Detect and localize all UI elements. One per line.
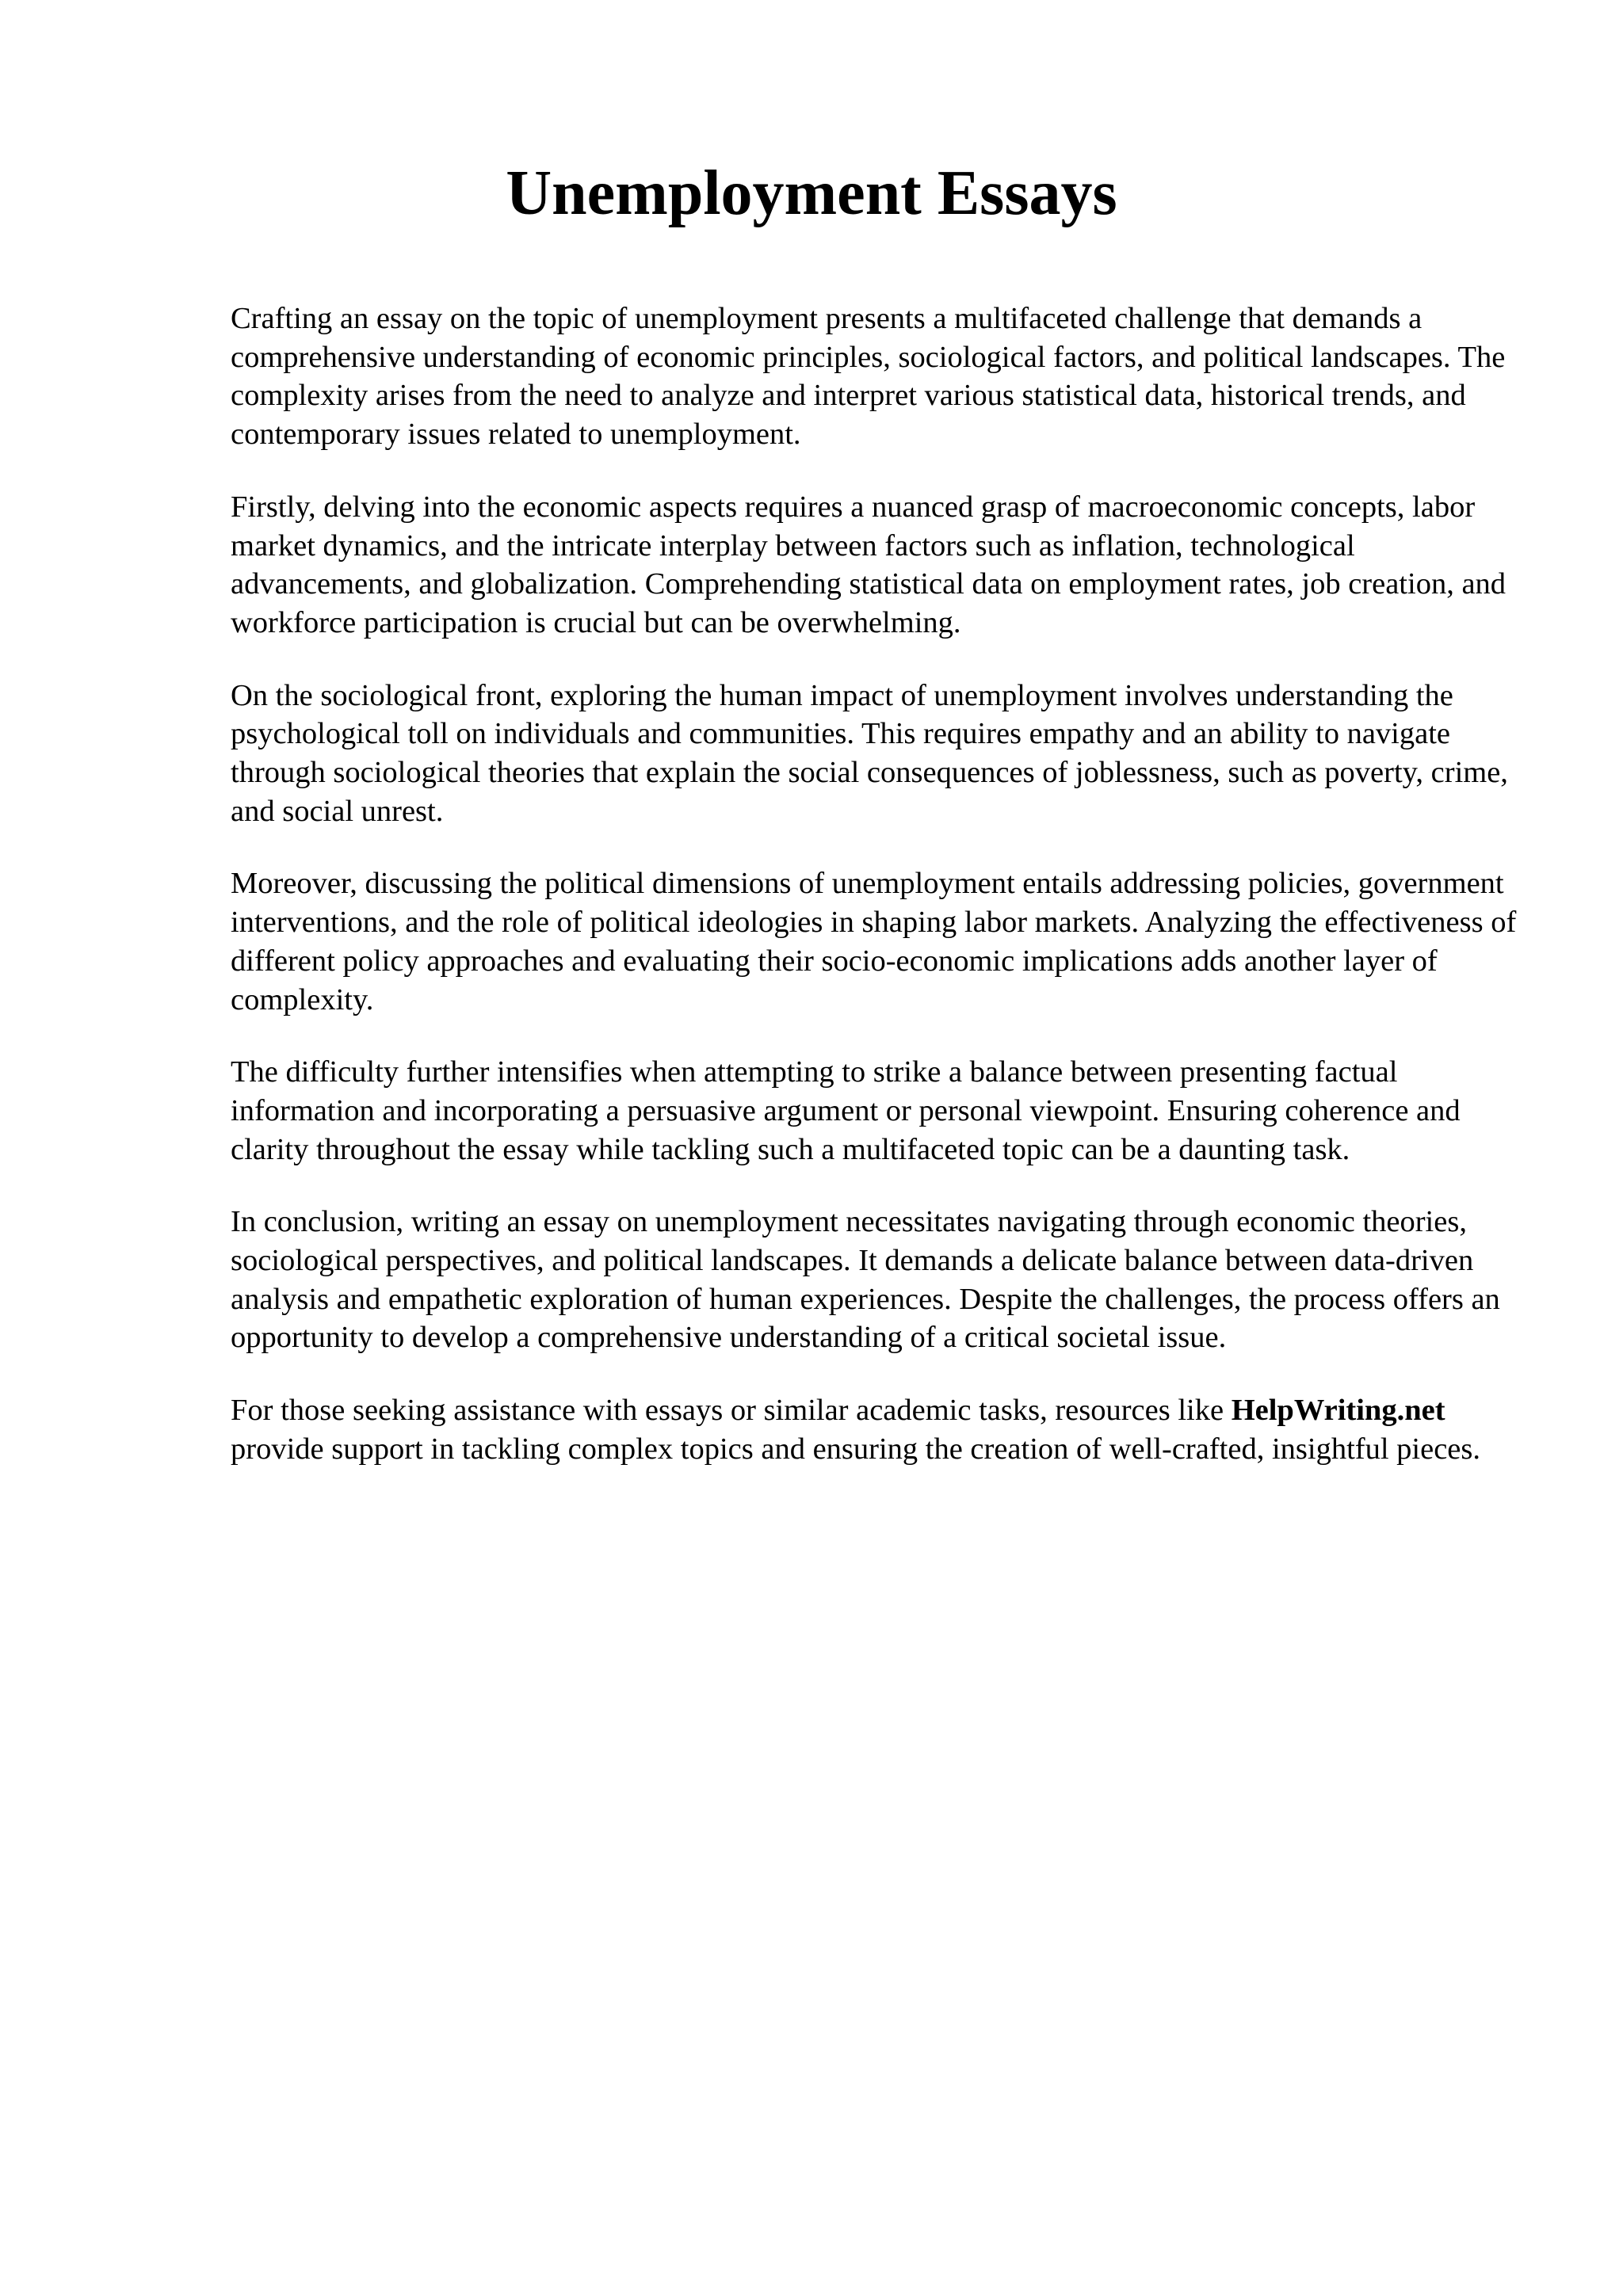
paragraph-difficulty: The difficulty further intensifies when attempting to strike a balance between presenting factual information and incorporating a persuasive argument or personal viewpoint. Ensuring coherence and clarity throughout the essay while tackling such a multifaceted topic can be a daunting task. [231,1055,1461,1166]
brand-name: HelpWriting.net [1231,1394,1445,1428]
closing-text-before: For those seeking assistance with essays or similar academic tasks, resources like [231,1394,1232,1428]
paragraph-economic: Firstly, delving into the economic aspects requires a nuanced grasp of macroeconomic concepts, labor market dynamics, and the intricate interplay between factors such as inflation, technological advancements, and globalization. Comprehending statistical data on employment rates, job creation, and workforce participation is crucial but can be overwhelming. [231,490,1507,639]
document-title: Unemployment Essays [506,158,1117,228]
paragraph-conclusion: In conclusion, writing an essay on unemployment necessitates navigating through economic theories, sociological perspectives, and political landscapes. It demands a delicate balance between data-driven analysis and empathetic exploration of human experiences. Despite the challenges, the process offers an opportunity to develop a comprehensive understanding of a critical societal issue. [231,1205,1500,1355]
paragraph-sociological: On the sociological front, exploring the human impact of unemployment involves understanding the psychological toll on individuals and communities. This requires empathy and an ability to navigate through sociological theories that explain the social consequences of joblessness, such as poverty, crime, and social unrest. [231,678,1508,828]
paragraph-intro: Crafting an essay on the topic of unemployment presents a multifaceted challenge that demands a comprehensive understanding of economic principles, sociological factors, and political landscapes. The complexity arises from the need to analyze and interpret various statistical data, historical trends, and contemporary issues related to unemployment. [231,302,1506,452]
closing-text-after: provide support in tackling complex topics and ensuring the creation of well-crafted, insightful pieces. [231,1432,1480,1466]
document-body [231,299,1530,1503]
paragraph-political: Moreover, discussing the political dimensions of unemployment entails addressing policies, government interventions, and the role of political ideologies in shaping labor markets. Analyzing the effectiveness of different policy approaches and evaluating their socio-economic implications adds another layer of complexity. [231,867,1517,1016]
paragraph-closing [231,1391,1530,1468]
